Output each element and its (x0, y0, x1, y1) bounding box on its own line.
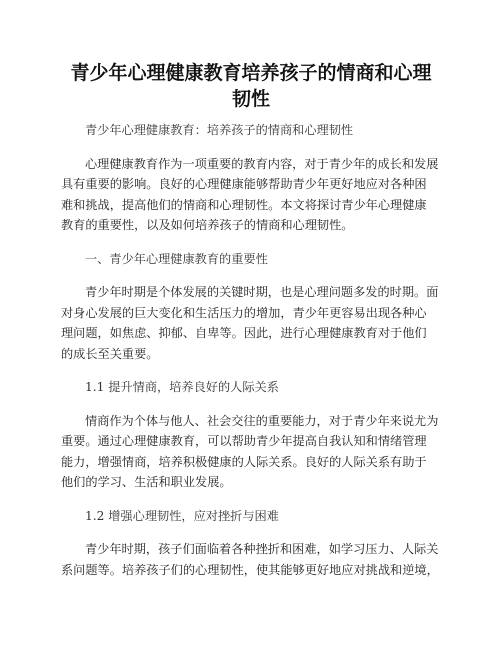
paragraph-line: 青少年时期是个体发展的关键时期，也是心理问题多发的时期。面 (85, 285, 439, 299)
paragraph-line: 的成长至关重要。 (61, 346, 159, 361)
title-line-1: 青少年心理健康教育培养孩子的情商和心理 (70, 62, 432, 84)
paragraph-line: 具有重要的影响。良好的心理健康能够帮助青少年更好地应对各种困 (61, 177, 427, 191)
section-heading (61, 249, 445, 270)
paragraph-line: 1.2 增强心理韧性，应对挫折与困难 (85, 508, 279, 523)
subtitle-paragraph (61, 120, 445, 141)
paragraph-line: 对身心发展的巨大变化和生活压力的增加，青少年更容易出现各种心 (61, 305, 427, 320)
paragraph-line: 青少年时期，孩子们面临着各种挫折和困难，如学习压力、人际关 (85, 542, 439, 556)
subsection-paragraph (61, 539, 445, 580)
subsection-paragraph (61, 411, 445, 493)
subsection-heading (61, 506, 445, 527)
title-line-2: 韧性 (231, 88, 270, 110)
paragraph-line: 能力，增强情商，培养积极健康的人际关系。良好的人际关系有助于 (61, 454, 427, 469)
paragraph-line: 理问题，如焦虑、抑郁、自卑等。因此，进行心理健康教育对于他们 (61, 326, 427, 340)
section-paragraph (61, 282, 445, 364)
paragraph-line: 1.1 提升情商，培养良好的人际关系 (85, 380, 279, 394)
paragraph-line: 青少年心理健康教育：培养孩子的情商和心理韧性 (85, 123, 354, 137)
paragraph-line: 系问题等。培养孩子们的心理韧性，使其能够更好地应对挑战和逆境， (61, 562, 439, 577)
document-body (61, 120, 445, 593)
paragraph-line: 他们的学习、生活和职业发展。 (61, 475, 232, 489)
paragraph-line: 重要。通过心理健康教育，可以帮助青少年提高自我认知和情绪管理 (61, 434, 427, 448)
subsection-heading (61, 377, 445, 398)
intro-paragraph (61, 154, 445, 236)
document-title (60, 60, 442, 112)
paragraph-line: 情商作为个体与他人、社会交往的重要能力，对于青少年来说尤为 (85, 413, 439, 428)
paragraph-line: 教育的重要性，以及如何培养孩子的情商和心理韧性。 (61, 218, 354, 232)
paragraph-line: 心理健康教育作为一项重要的教育内容，对于青少年的成长和发展 (85, 156, 439, 171)
paragraph-line: 难和挑战，提高他们的情商和心理韧性。本文将探讨青少年心理健康 (61, 197, 427, 212)
paragraph-line: 一、青少年心理健康教育的重要性 (85, 251, 268, 266)
